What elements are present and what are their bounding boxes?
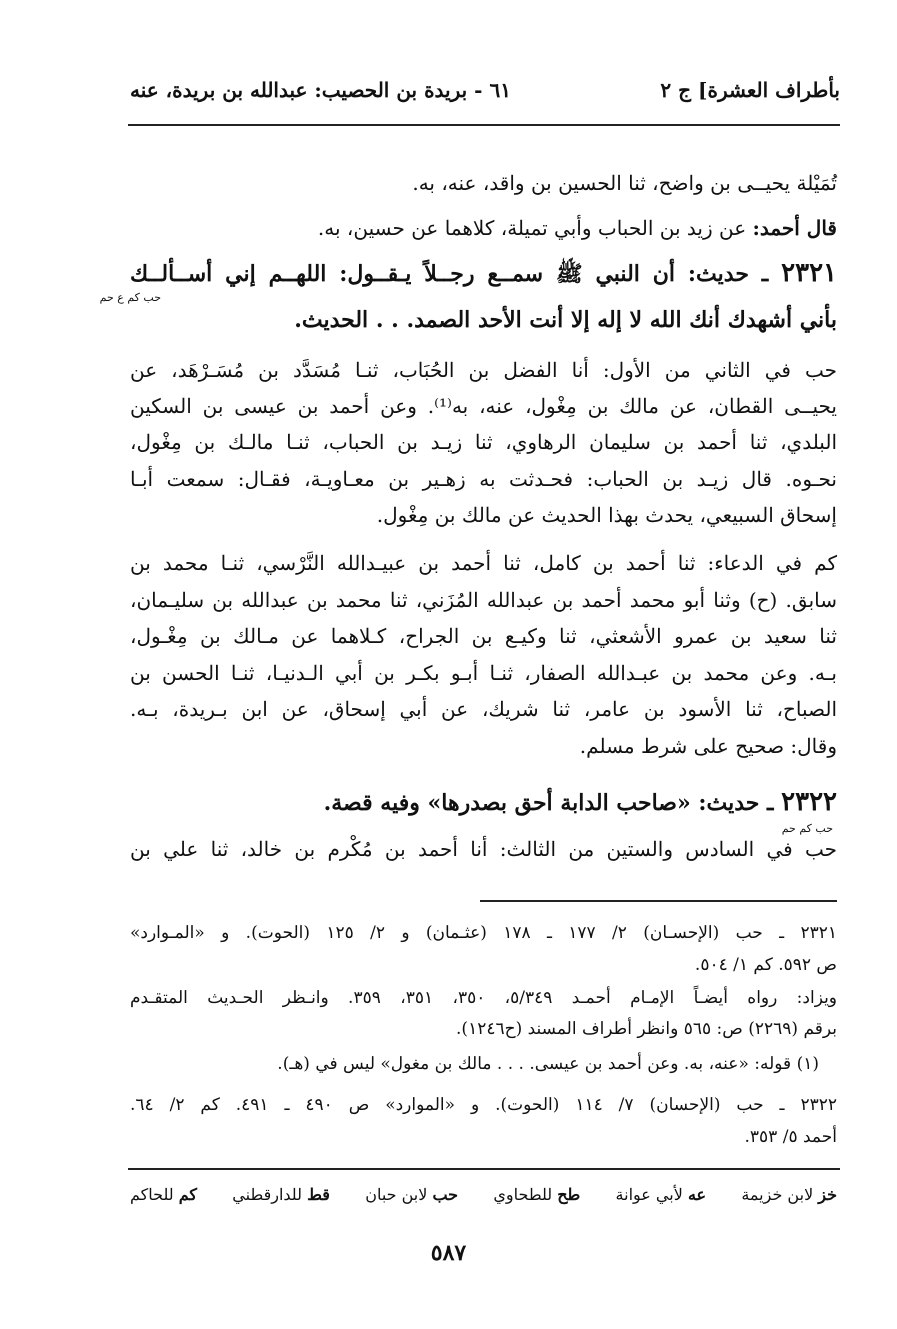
footnote-line: (١) قوله: «عنه، به. وعن أحمد بن عيسى. . . . مالك بن مغول» ليس في (هـ). <box>277 1054 819 1074</box>
hadith-text-line: بأني أشهدك أنك الله لا إله إلا أنت الأحد الصمد. . . الحديث. <box>294 307 837 333</box>
body-line: ثنا سعيد بن عمرو الأشعثي، ثنا وكيـع بن الجراح، كـلاهما عن مـالك بن مِغْـول، <box>130 624 837 648</box>
footnote-line: برقم (٢٢٦٩) ص: ٥٦٥ وانظر أطراف المسند (ح١٢٤٦). <box>456 1019 837 1039</box>
page-number: ٥٨٧ <box>430 1240 467 1266</box>
footnote-line: ٢٣٢١ ـ حب (الإحسـان) ٢/ ١٧٧ ـ ١٧٨ (عثـمان) و ٢/ ١٢٥ (الحوت). و «المـوارد» <box>130 923 837 943</box>
hadith-heading <box>130 258 837 289</box>
running-header-chapter: ٦١ - بريدة بن الحصيب: عبدالله بن بريدة، عنه <box>130 78 511 102</box>
source-sigla: حب كم حم <box>781 822 833 835</box>
running-header-book: بأطراف العشرة] ج ٢ <box>660 78 840 102</box>
footnote-rule <box>480 900 837 902</box>
legend-item: حب لابن حبان <box>365 1185 459 1204</box>
body-text: عن زيد بن الحباب وأبي تميلة، كلاهما عن حسين، به. <box>317 216 753 240</box>
body-line: بـه. وعن محمد بن عبـدالله الصفار، ثنـا أبـو بكـر بن أبي الـدنيـا، ثنـا الحسن بن <box>130 661 837 685</box>
body-line: البلدي، ثنا أحمد بن سليمان الرهاوي، ثنا زيـد بن الحباب، ثنـا مالـك بن مِغْول، <box>130 430 837 454</box>
footnote-line: ويزاد: رواه أيضـاً الإمـام أحمـد ٥/٣٤٩، ٣٥٠، ٣٥١، ٣٥٩. وانـظر الحـديث المتقـدم <box>130 988 838 1008</box>
footnote-line: أحمد ٥/ ٣٥٣. <box>744 1127 837 1147</box>
hadith-text: ـ حديث: «صاحب الدابة أحق بصدرها» وفيه قصة. <box>323 790 782 816</box>
legend-item: طح للطحاوي <box>493 1185 581 1204</box>
hadith-text: ـ حديث: أن النبي ﷺ سمــع رجــلاً يـقــول: اللهــم إني أســألــك <box>130 261 782 287</box>
source-sigla: حب كم ع حم <box>99 291 161 304</box>
body-line: حب في السادس والستين من الثالث: أنا أحمد بن مُكْرم بن خالد، ثنا علي بن <box>130 837 837 861</box>
legend-item: كم للحاكم <box>130 1185 197 1204</box>
hadith-heading <box>324 787 837 818</box>
body-line: سابق. (ح) وثنا أبو محمد أحمد بن عبدالله المُزَني، ثنا محمد بن عبدالله بن سليـمان، <box>130 588 837 612</box>
legend-rule <box>128 1168 840 1170</box>
hadith-number: ٢٣٢١ <box>781 258 837 288</box>
footnote-line: ٢٣٢٢ ـ حب (الإحسان) ٧/ ١١٤ (الحوت). و «الموارد» ص ٤٩٠ ـ ٤٩١. كم ٢/ ٦٤. <box>130 1095 837 1115</box>
header-rule <box>128 124 840 126</box>
body-line: وقال: صحيح على شرط مسلم. <box>579 734 837 758</box>
bold-label: قال أحمد: <box>752 216 837 240</box>
legend-item: عه لأبي عوانة <box>615 1185 707 1204</box>
body-line: حب في الثاني من الأول: أنا الفضل بن الحُبَاب، ثنـا مُسَدَّد بن مُسَـرْهَد، عن <box>130 358 837 382</box>
legend-item: خز لابن خزيمة <box>741 1185 837 1204</box>
abbreviations-legend <box>130 1185 837 1204</box>
body-line: الصباح، ثنا الأسود بن عامر، ثنا شريك، عن أبي إسحاق، عن ابن بـريدة، بـه. <box>130 697 837 721</box>
body-line: تُمَيْلة يحيــى بن واضح، ثنا الحسين بن واقد، عنه، به. <box>412 171 837 195</box>
body-line: نحـوه. قال زيـد بن الحباب: فحـدثت به زهـير بن معـاويـة، فقـال: سمعت أبـا <box>130 467 837 491</box>
body-line: كم في الدعاء: ثنا أحمد بن كامل، ثنا أحمد بن عبيـدالله النَّرْسي، ثنـا محمد بن <box>130 551 837 575</box>
body-line: يحيــى القطان، عن مالك بن مِغْول، عنه، به⁽¹⁾. وعن أحمد بن عيسى بن السكين <box>130 394 837 418</box>
hadith-number: ٢٣٢٢ <box>781 787 837 817</box>
footnote-line: ص ٥٩٢. كم ١/ ٥٠٤. <box>694 955 837 975</box>
legend-item: قط للدارقطني <box>232 1185 330 1204</box>
body-line <box>318 213 837 243</box>
body-line: إسحاق السبيعي، يحدث بهذا الحديث عن مالك بن مِغْول. <box>376 503 837 527</box>
